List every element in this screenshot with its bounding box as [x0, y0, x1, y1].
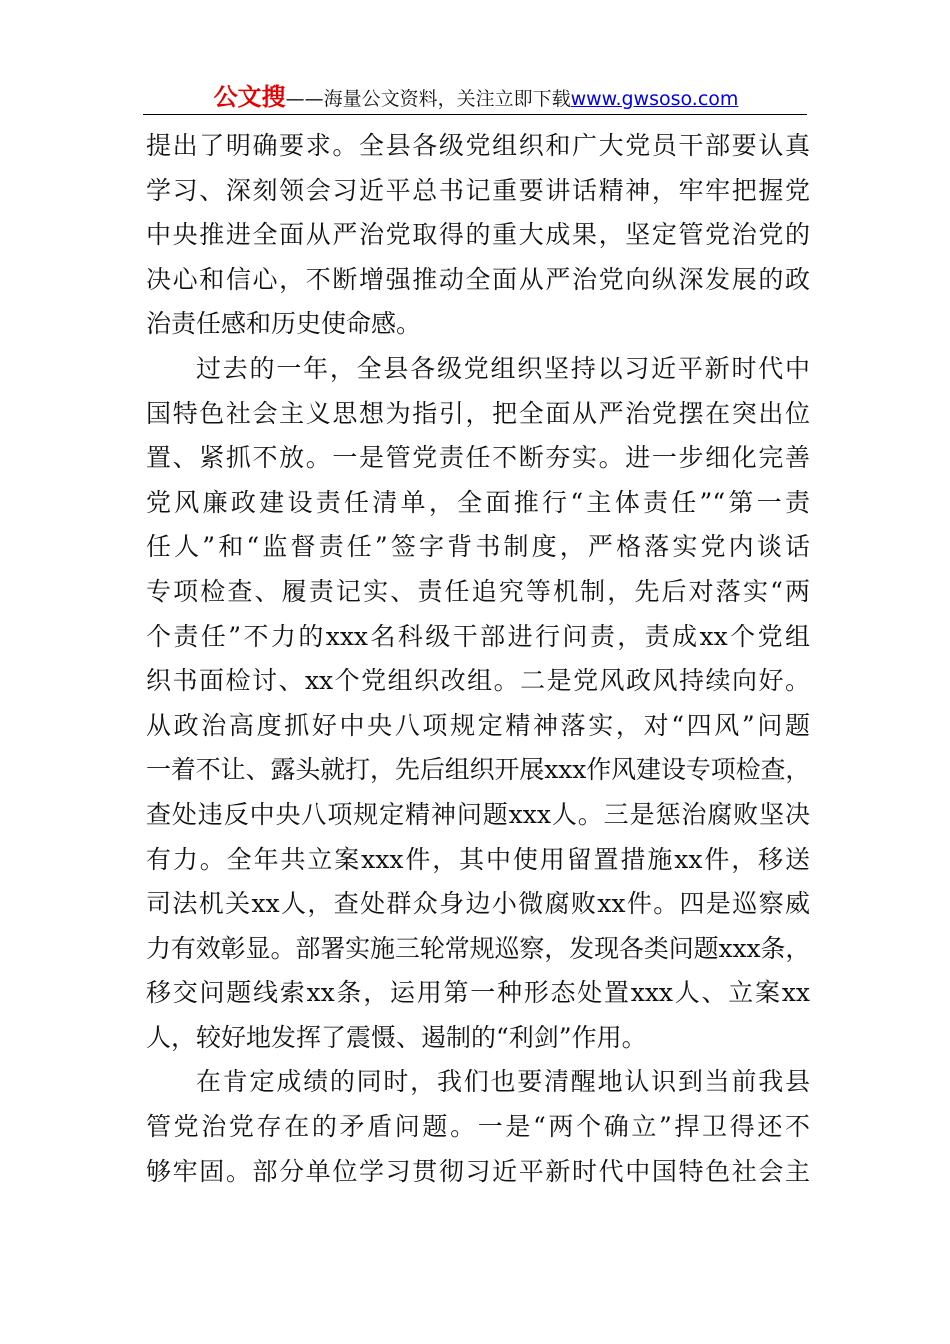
text-line: 移交问题线索xx条，运用第一种形态处置xxx人、立案xx [146, 978, 810, 1008]
text-line: 置、紧抓不放。一是管党责任不断夯实。进一步细化完善 [146, 443, 810, 473]
text-line: 个责任”不力的xxx名科级干部进行问责，责成xx个党组 [146, 621, 810, 651]
brand-logo-text: 公文搜 [213, 83, 286, 111]
text-line: 过去的一年，全县各级党组织坚持以习近平新时代中 [196, 353, 810, 383]
text-line: 司法机关xx人，查处群众身边小微腐败xx件。四是巡察威 [146, 889, 810, 919]
document-body [146, 124, 810, 1194]
header-divider [143, 114, 807, 115]
text-line: 有力。全年共立案xxx件，其中使用留置措施xx件，移送 [146, 844, 810, 874]
paragraph-2 [146, 347, 810, 1061]
website-link[interactable]: www.gwsoso.com [570, 88, 739, 110]
text-line: 治责任感和历史使命感。 [146, 309, 422, 339]
text-line: 专项检查、履责记实、责任追究等机制，先后对落实“两 [146, 576, 810, 606]
text-line: 管党治党存在的矛盾问题。一是“两个确立”捍卫得还不 [146, 1112, 810, 1142]
page-header [146, 82, 806, 114]
text-line: 从政治高度抓好中央八项规定精神落实，对“四风”问题 [146, 710, 810, 740]
text-line: 够牢固。部分单位学习贯彻习近平新时代中国特色社会主 [146, 1156, 810, 1186]
text-line: 提出了明确要求。全县各级党组织和广大党员干部要认真 [146, 131, 810, 160]
paragraph-1 [146, 124, 810, 347]
text-line: 国特色社会主义思想为指引，把全面从严治党摆在突出位 [146, 398, 810, 428]
text-line: 织书面检讨、xx个党组织改组。二是党风政风持续向好。 [146, 666, 810, 696]
paragraph-3 [146, 1060, 810, 1194]
text-line: 中央推进全面从严治党取得的重大成果，坚定管党治党的 [146, 220, 810, 250]
header-tagline: ——海量公文资料，关注立即下载 [285, 88, 571, 110]
text-line: 查处违反中央八项规定精神问题xxx人。三是惩治腐败坚决 [146, 799, 810, 829]
text-line: 力有效彰显。部署实施三轮常规巡察，发现各类问题xxx条， [146, 933, 811, 963]
text-line: 学习、深刻领会习近平总书记重要讲话精神，牢牢把握党 [146, 175, 810, 205]
text-line: 人，较好地发挥了震慑、遏制的“利剑”作用。 [146, 1022, 647, 1052]
text-line: 一着不让、露头就打，先后组织开展xxx作风建设专项检查， [146, 755, 811, 785]
text-line: 在肯定成绩的同时，我们也要清醒地认识到当前我县 [196, 1067, 810, 1097]
text-line: 任人”和“监督责任”签字背书制度，严格落实党内谈话 [146, 532, 810, 562]
text-line: 党风廉政建设责任清单，全面推行“主体责任”“第一责 [146, 487, 810, 517]
text-line: 决心和信心，不断增强推动全面从严治党向纵深发展的政 [146, 264, 810, 294]
